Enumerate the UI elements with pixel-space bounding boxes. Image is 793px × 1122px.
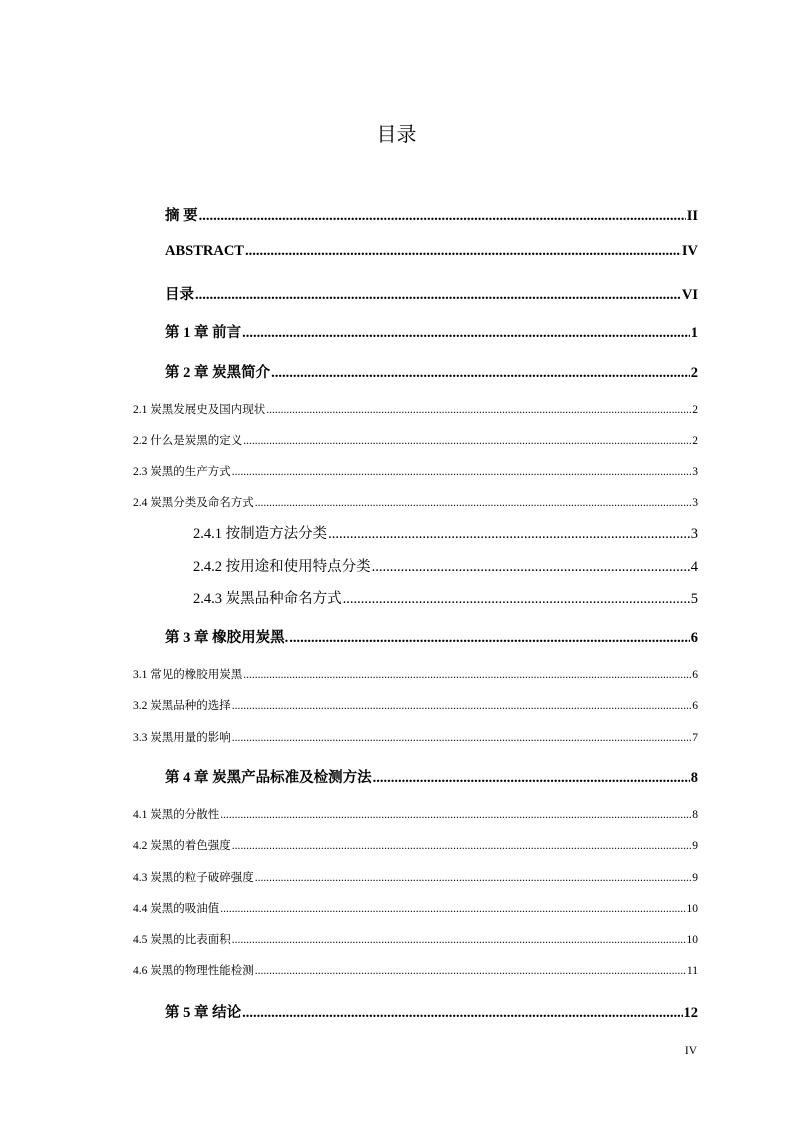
toc-entry-label: 第 1 章 前言 [165, 325, 242, 341]
toc-entry-page: 5 [690, 591, 698, 607]
toc-entry-page: II [686, 208, 698, 224]
toc-entry[interactable] [133, 729, 698, 747]
toc-entry[interactable] [133, 666, 698, 684]
toc-entry[interactable] [133, 401, 698, 419]
toc-entry-page: 12 [683, 1005, 698, 1021]
toc-entry-page: 2 [692, 404, 698, 416]
toc-leader-dots [195, 287, 681, 304]
toc-entry[interactable] [165, 766, 698, 788]
toc-entry-label: 3.2 炭黑品种的选择 [133, 700, 231, 712]
toc-entry-page: 3 [692, 466, 698, 478]
toc-leader-dots [243, 669, 691, 681]
toc-entry-label: 3.3 炭黑用量的影响 [133, 732, 231, 744]
toc-entry-label: 4.4 炭黑的吸油值 [133, 903, 220, 915]
toc-entry[interactable] [133, 463, 698, 481]
toc-entry-page: 2 [690, 365, 698, 381]
toc-entry-page: 6 [692, 700, 698, 712]
toc-entry-label: 第 2 章 炭黑简介 [165, 365, 271, 381]
toc-leader-dots [372, 559, 690, 576]
toc-leader-dots [343, 591, 690, 608]
toc-entry[interactable] [165, 283, 698, 305]
toc-entry-page: 7 [692, 732, 698, 744]
toc-entry-page: 2 [692, 435, 698, 447]
toc-entry-page: 6 [692, 669, 698, 681]
toc-entry[interactable] [133, 432, 698, 450]
toc-entry-label: 第 5 章 结论 [165, 1005, 242, 1021]
toc-leader-dots [266, 404, 691, 416]
toc-entry-label: 第 4 章 炭黑产品标准及检测方法 [165, 770, 372, 786]
toc-entry[interactable] [165, 626, 698, 648]
toc-entry[interactable] [133, 869, 698, 887]
toc-leader-dots [255, 872, 692, 884]
toc-entry[interactable] [133, 962, 698, 980]
toc-entry-label: 2.4.1 按制造方法分类 [193, 526, 328, 542]
toc-entry-page: 11 [686, 965, 698, 977]
toc-leader-dots [232, 934, 686, 946]
toc-leader-dots [289, 630, 690, 647]
toc-entry[interactable] [133, 931, 698, 949]
toc-entry-page: 8 [692, 809, 698, 821]
toc-entry[interactable] [193, 555, 698, 577]
page-number: IV [684, 1045, 697, 1057]
toc-entry-label: 2.2 什么是炭黑的定义 [133, 435, 243, 447]
toc-entry-label: 4.5 炭黑的比表面积 [133, 934, 231, 946]
toc-entry-label: 4.6 炭黑的物理性能检测 [133, 965, 254, 977]
toc-leader-dots [220, 903, 685, 915]
toc-leader-dots [373, 770, 690, 787]
toc-entry[interactable] [165, 243, 698, 265]
toc-leader-dots [328, 526, 690, 543]
toc-entry-label: 2.4.2 按用途和使用特点分类 [193, 559, 371, 575]
toc-entry-page: 4 [690, 559, 698, 575]
toc-entry[interactable] [133, 806, 698, 824]
toc-entry[interactable] [165, 1001, 698, 1023]
toc-entry-label: 2.1 炭黑发展史及国内现状 [133, 404, 266, 416]
toc-entry-page: 3 [690, 526, 698, 542]
toc-entry[interactable] [133, 837, 698, 855]
toc-leader-dots [232, 700, 692, 712]
toc-leader-dots [242, 1005, 682, 1022]
toc-entry[interactable] [133, 494, 698, 512]
toc-entry-label: 第 3 章 橡胶用炭黑. [165, 630, 289, 646]
toc-leader-dots [255, 965, 686, 977]
toc-entry-label: 目录 [165, 287, 194, 303]
toc-entry[interactable] [165, 321, 698, 343]
toc-entry-label: 2.4.3 炭黑品种命名方式 [193, 591, 342, 607]
toc-entry-page: 10 [686, 934, 698, 946]
toc-entry-page: 1 [690, 325, 698, 341]
toc-entry-page: 3 [692, 497, 698, 509]
toc-entry-page: 6 [690, 630, 698, 646]
toc-leader-dots [232, 732, 692, 744]
toc-leader-dots [245, 243, 681, 260]
toc-entry-label: 3.1 常见的橡胶用炭黑 [133, 669, 243, 681]
toc-leader-dots [255, 497, 692, 509]
toc-entry-page: IV [681, 243, 698, 259]
toc-entry-label: 4.3 炭黑的粒子破碎强度 [133, 872, 254, 884]
toc-leader-dots [220, 809, 691, 821]
toc-entry-page: 10 [686, 903, 698, 915]
toc-leader-dots [242, 325, 690, 342]
toc-leader-dots [232, 840, 692, 852]
toc-entry[interactable] [133, 900, 698, 918]
toc-leader-dots [199, 208, 686, 225]
toc-leader-dots [243, 435, 691, 447]
toc-leader-dots [232, 466, 692, 478]
toc-entry-page: 9 [692, 840, 698, 852]
toc-leader-dots [271, 365, 690, 382]
toc-entry-page: 9 [692, 872, 698, 884]
toc-entry-label: 4.1 炭黑的分散性 [133, 809, 220, 821]
toc-entry-label: ABSTRACT [165, 243, 244, 259]
toc-entry-label: 摘 要 [165, 208, 198, 224]
toc-entry-page: 8 [690, 770, 698, 786]
toc-entry[interactable] [165, 204, 698, 226]
page-title: 目录 [376, 122, 417, 146]
toc-entry[interactable] [193, 587, 698, 609]
toc-entry-label: 2.3 炭黑的生产方式 [133, 466, 231, 478]
toc-entry[interactable] [193, 522, 698, 544]
toc-entry[interactable] [165, 361, 698, 383]
toc-entry[interactable] [133, 697, 698, 715]
toc-entry-label: 2.4 炭黑分类及命名方式 [133, 497, 254, 509]
toc-entry-label: 4.2 炭黑的着色强度 [133, 840, 231, 852]
toc-entry-page: VI [681, 287, 698, 303]
